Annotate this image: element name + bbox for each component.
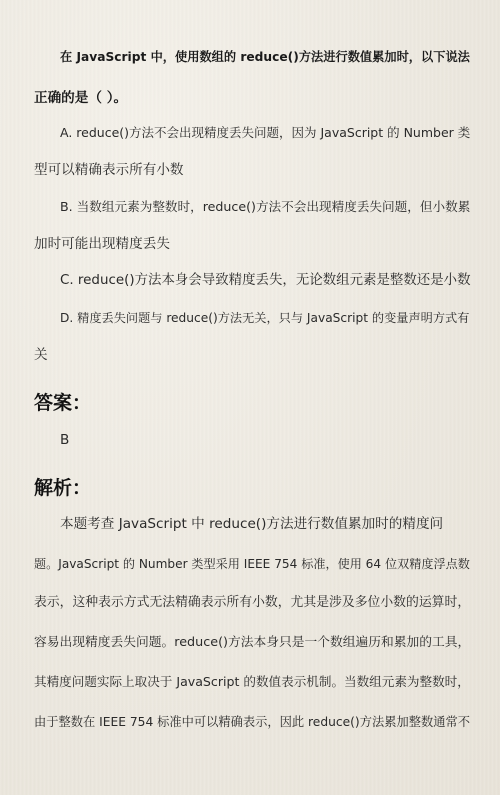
option-b-line-2: 加时可能出现精度丢失 [34,236,170,252]
option-a-line-2: 型可以精确表示所有小数 [34,162,184,178]
option-b-line-1: B. 当数组元素为整数时，reduce()方法不会出现精度丢失问题，但小数累 [60,199,471,214]
analysis-line-5: 其精度问题实际上取决于 JavaScript 的数值表示机制。当数组元素为整数时， [34,674,470,689]
option-c-line-1: C. reduce()方法本身会导致精度丢失，无论数组元素是整数还是小数 [60,273,471,288]
analysis-line-4: 容易出现精度丢失问题。reduce()方法本身只是一个数组遍历和累加的工具， [34,635,471,650]
analysis-heading: 解析： [34,477,92,499]
option-a-line-1: A. reduce()方法不会出现精度丢失问题，因为 JavaScript 的 Number 类 [60,125,471,140]
question-text-line-2: 正确的是（ ）。 [34,90,128,106]
option-d-line-1: D. 精度丢失问题与 reduce()方法无关，只与 JavaScript 的变量声明方式有 [60,311,470,325]
option-d-line-2: 关 [34,347,48,363]
question-text-line-1: 在 JavaScript 中，使用数组的 reduce()方法进行数值累加时，以下说法 [60,50,470,64]
analysis-line-3: 表示，这种表示方式无法精确表示所有小数，尤其是涉及多位小数的运算时， [34,595,471,610]
analysis-line-1: 本题考查 JavaScript 中 reduce()方法进行数值累加时的精度问 [60,516,444,532]
answer-heading: 答案： [34,392,92,414]
analysis-line-6: 由于整数在 IEEE 754 标准中可以精确表示，因此 reduce()方法累加整数通常不 [34,715,470,729]
answer-value: B [60,432,70,448]
analysis-line-2: 题。JavaScript 的 Number 类型采用 IEEE 754 标准，使用 64 位双精度浮点数 [34,557,470,571]
